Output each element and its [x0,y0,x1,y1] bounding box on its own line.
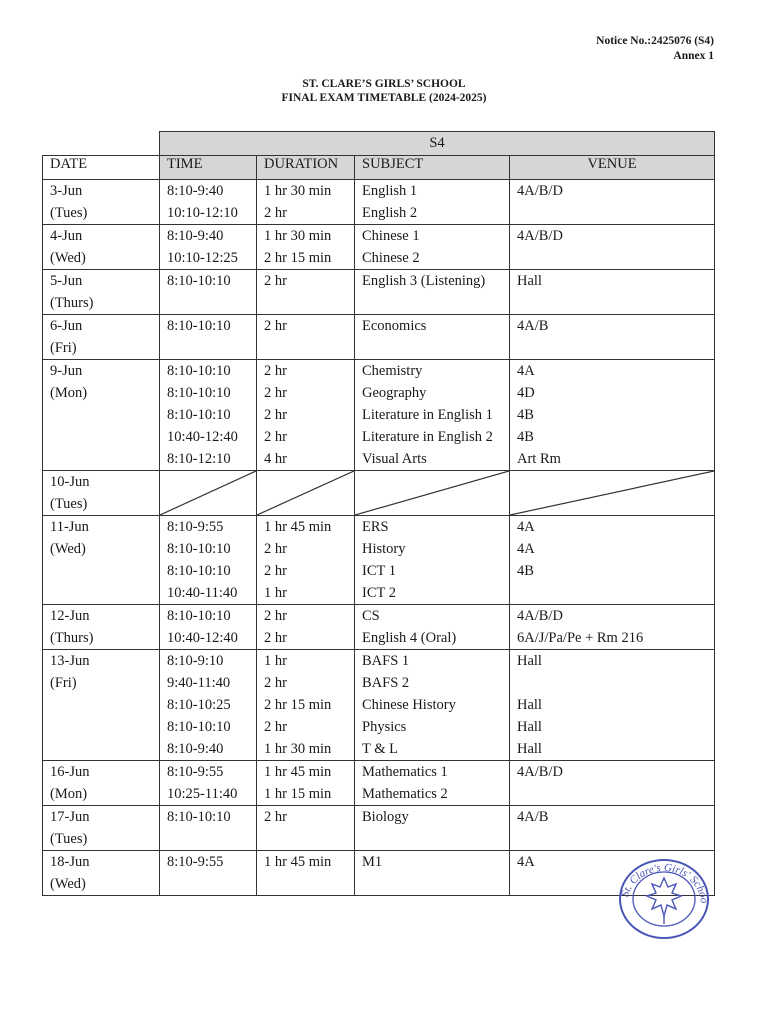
subject-line: English 3 (Listening) [362,273,486,289]
date-line [50,404,159,426]
venue-line: Hall [517,653,542,669]
duration-cell [257,806,355,851]
venue-line: Hall [517,697,542,713]
duration-line: 4 hr [264,451,287,467]
date-cell [43,605,160,650]
duration-line: 1 hr [264,585,287,601]
duration-cell [257,360,355,471]
time-line: 8:10-10:10 [167,608,231,624]
subject-line: Chinese History [362,697,456,713]
table-row [43,851,715,896]
duration-line: 1 hr 45 min [264,854,332,870]
date-cell [43,471,160,516]
venue-line: Hall [517,719,542,735]
time-line: 8:10-9:40 [167,741,224,757]
duration-line: 1 hr 15 min [264,786,332,802]
date-line: (Thurs) [50,295,94,311]
duration-cell [257,650,355,761]
date-line: (Fri) [50,675,77,691]
subject-cell [355,516,510,605]
time-line: 8:10-10:10 [167,363,231,379]
timetable-body [43,180,715,896]
duration-line: 2 hr [264,809,287,825]
duration-line: 1 hr 45 min [264,519,332,535]
date-line: (Tues) [50,496,88,512]
subject-line: Economics [362,318,427,334]
subject-cell [355,270,510,315]
date-line: (Mon) [50,385,88,401]
table-row [43,650,715,761]
time-cell [160,806,257,851]
date-line [50,738,159,760]
date-line: 10-Jun [50,474,90,490]
duration-line: 2 hr [264,273,287,289]
venue-cell [510,605,715,650]
subject-cell [355,851,510,896]
time-cell [160,605,257,650]
exam-timetable [42,131,715,896]
venue-line: 4B [517,563,534,579]
subject-line: ICT 2 [362,585,396,601]
venue-line: 4A [517,519,535,535]
subject-cell [355,650,510,761]
col-header-subject: SUBJECT [355,156,510,180]
date-line: (Thurs) [50,630,94,646]
subject-line: Chinese 2 [362,250,420,266]
subject-line [362,828,509,850]
time-line: 10:10-12:25 [167,250,238,266]
venue-line: 4A/B/D [517,183,563,199]
venue-line: Hall [517,741,542,757]
time-cell [160,360,257,471]
table-row [43,806,715,851]
time-cell [160,650,257,761]
notice-number: Notice No.:2425076 (S4) [596,35,714,47]
duration-line: 1 hr 30 min [264,183,332,199]
subject-line [362,873,509,895]
time-cell [160,851,257,896]
duration-line: 2 hr [264,630,287,646]
venue-cell [510,806,715,851]
venue-line: 4A/B [517,318,549,334]
time-line [167,828,256,850]
time-line: 10:40-12:40 [167,429,238,445]
date-line: (Wed) [50,250,86,266]
subject-cell [355,761,510,806]
subject-line: ICT 1 [362,563,396,579]
timetable-title: FINAL EXAM TIMETABLE (2024-2025) [281,92,487,104]
time-line [167,873,256,895]
subject-line: Mathematics 2 [362,786,448,802]
date-line [50,582,159,604]
venue-cell [510,516,715,605]
duration-line: 2 hr 15 min [264,250,332,266]
grade-header-row [43,132,715,156]
col-header-time: TIME [160,156,257,180]
column-header-row [43,156,715,180]
time-line: 10:40-12:40 [167,630,238,646]
no-exam-cell [160,471,257,516]
date-line: (Tues) [50,205,88,221]
time-line: 10:25-11:40 [167,786,238,802]
subject-line [362,337,509,359]
date-line: (Wed) [50,541,86,557]
subject-line: English 2 [362,205,418,221]
venue-line: 4A [517,854,535,870]
subject-line: Chemistry [362,363,423,379]
grade-label: S4 [160,132,715,156]
venue-line: 4B [517,429,534,445]
subject-line: Mathematics 1 [362,764,448,780]
time-line: 8:10-10:10 [167,318,231,334]
no-exam-cell [257,471,355,516]
venue-line: 4A/B [517,809,549,825]
svg-text:St. Clare's Girls' School: St. Clare's Girls' Schoo [619,861,711,904]
venue-line: Hall [517,273,542,289]
duration-cell [257,516,355,605]
venue-line [517,672,714,694]
subject-line: History [362,541,406,557]
time-cell [160,315,257,360]
date-cell [43,806,160,851]
subject-line: Biology [362,809,409,825]
subject-cell [355,315,510,360]
venue-cell [510,270,715,315]
venue-line [517,582,714,604]
venue-line: 4A/B/D [517,608,563,624]
duration-line: 2 hr [264,719,287,735]
col-header-duration: DURATION [257,156,355,180]
date-line [50,560,159,582]
duration-line: 1 hr 45 min [264,764,332,780]
notice-header [596,34,714,64]
date-line: 9-Jun [50,363,83,379]
date-line: 4-Jun [50,228,83,244]
duration-line [264,292,354,314]
no-exam-cell [510,471,715,516]
time-line: 10:10-12:10 [167,205,238,221]
time-line: 8:10-9:55 [167,854,224,870]
venue-cell [510,761,715,806]
subject-cell [355,225,510,270]
venue-line: 4B [517,407,534,423]
col-header-venue: VENUE [510,156,715,180]
time-line: 8:10-10:10 [167,563,231,579]
subject-line: CS [362,608,380,624]
table-row [43,516,715,605]
date-line: 13-Jun [50,653,90,669]
subject-line: Chinese 1 [362,228,420,244]
date-line: (Wed) [50,876,86,892]
time-line: 8:10-9:10 [167,653,224,669]
time-line: 8:10-12:10 [167,451,231,467]
subject-line: M1 [362,854,383,870]
date-line: 18-Jun [50,854,90,870]
duration-line: 2 hr [264,385,287,401]
duration-cell [257,270,355,315]
date-line: 16-Jun [50,764,90,780]
venue-line: 4A/B/D [517,764,563,780]
time-line: 8:10-10:10 [167,385,231,401]
venue-line [517,202,714,224]
document-titles [0,77,768,105]
date-cell [43,225,160,270]
annex-label: Annex 1 [673,50,714,62]
time-line [167,292,256,314]
duration-line [264,337,354,359]
venue-line: 4A [517,541,535,557]
duration-line: 2 hr [264,608,287,624]
subject-line: BAFS 2 [362,675,410,691]
subject-line: Literature in English 2 [362,429,493,445]
time-line: 8:10-10:10 [167,407,231,423]
table-row [43,605,715,650]
diagonal-slash [510,471,714,515]
subject-line: Geography [362,385,427,401]
time-cell [160,270,257,315]
date-line: 12-Jun [50,608,90,624]
duration-line: 2 hr [264,675,287,691]
diagonal-slash [355,471,509,515]
date-cell [43,180,160,225]
table-row [43,360,715,471]
time-line: 8:10-9:40 [167,228,224,244]
duration-line: 1 hr 30 min [264,741,332,757]
date-cell [43,851,160,896]
venue-cell [510,180,715,225]
venue-cell [510,360,715,471]
duration-line: 2 hr [264,318,287,334]
table-row [43,471,715,516]
venue-line [517,337,714,359]
duration-line: 2 hr [264,563,287,579]
time-cell [160,516,257,605]
time-line: 8:10-10:10 [167,809,231,825]
time-cell [160,180,257,225]
subject-line: Visual Arts [362,451,427,467]
time-cell [160,761,257,806]
date-line: 5-Jun [50,273,83,289]
date-line: 11-Jun [50,519,89,535]
duration-cell [257,180,355,225]
time-line [167,337,256,359]
time-line: 8:10-10:25 [167,697,231,713]
date-cell [43,761,160,806]
venue-line [517,783,714,805]
date-cell [43,360,160,471]
time-line: 10:40-11:40 [167,585,238,601]
date-line [50,426,159,448]
subject-cell [355,605,510,650]
venue-cell [510,225,715,270]
venue-line: Art Rm [517,451,561,467]
duration-cell [257,605,355,650]
date-line: (Mon) [50,786,88,802]
duration-cell [257,851,355,896]
date-cell [43,650,160,761]
subject-line: Literature in English 1 [362,407,493,423]
time-line: 8:10-10:10 [167,719,231,735]
date-cell [43,315,160,360]
date-line: (Fri) [50,340,77,356]
time-line: 8:10-9:40 [167,183,224,199]
subject-line: ERS [362,519,389,535]
time-line: 8:10-10:10 [167,273,231,289]
date-line [50,694,159,716]
school-seal-stamp [616,856,712,942]
duration-line: 2 hr 15 min [264,697,332,713]
date-line: (Tues) [50,831,88,847]
duration-cell [257,225,355,270]
duration-line: 2 hr [264,541,287,557]
subject-cell [355,360,510,471]
duration-line: 1 hr [264,653,287,669]
duration-line [264,873,354,895]
duration-cell [257,315,355,360]
subject-line: Physics [362,719,407,735]
venue-line: 6A/J/Pa/Pe + Rm 216 [517,630,644,646]
venue-line: 4D [517,385,535,401]
no-exam-cell [355,471,510,516]
time-cell [160,225,257,270]
diagonal-slash [257,471,354,515]
date-line [50,448,159,470]
table-row [43,225,715,270]
subject-cell [355,806,510,851]
school-name: ST. CLARE’S GIRLS’ SCHOOL [302,78,466,90]
diagonal-slash [160,471,256,515]
subject-line: English 4 (Oral) [362,630,457,646]
subject-line: T & L [362,741,398,757]
time-line: 8:10-9:55 [167,519,224,535]
venue-cell [510,315,715,360]
time-line: 8:10-10:10 [167,541,231,557]
date-line: 17-Jun [50,809,90,825]
date-cell [43,270,160,315]
venue-line [517,828,714,850]
venue-line [517,247,714,269]
duration-line: 2 hr [264,429,287,445]
venue-line [517,292,714,314]
date-line: 3-Jun [50,183,83,199]
duration-line: 2 hr [264,205,287,221]
duration-line: 1 hr 30 min [264,228,332,244]
duration-line: 2 hr [264,407,287,423]
time-line: 9:40-11:40 [167,675,231,691]
subject-line [362,292,509,314]
subject-line: BAFS 1 [362,653,410,669]
date-cell [43,516,160,605]
table-row [43,180,715,225]
duration-cell [257,761,355,806]
duration-line [264,828,354,850]
venue-cell [510,650,715,761]
table-row [43,761,715,806]
col-header-date: DATE [43,156,160,180]
duration-line: 2 hr [264,363,287,379]
venue-line: 4A [517,363,535,379]
venue-line: 4A/B/D [517,228,563,244]
table-row [43,315,715,360]
empty-corner [43,132,160,156]
subject-line: English 1 [362,183,418,199]
date-line [50,716,159,738]
date-line: 6-Jun [50,318,83,334]
time-line: 8:10-9:55 [167,764,224,780]
table-row [43,270,715,315]
subject-cell [355,180,510,225]
